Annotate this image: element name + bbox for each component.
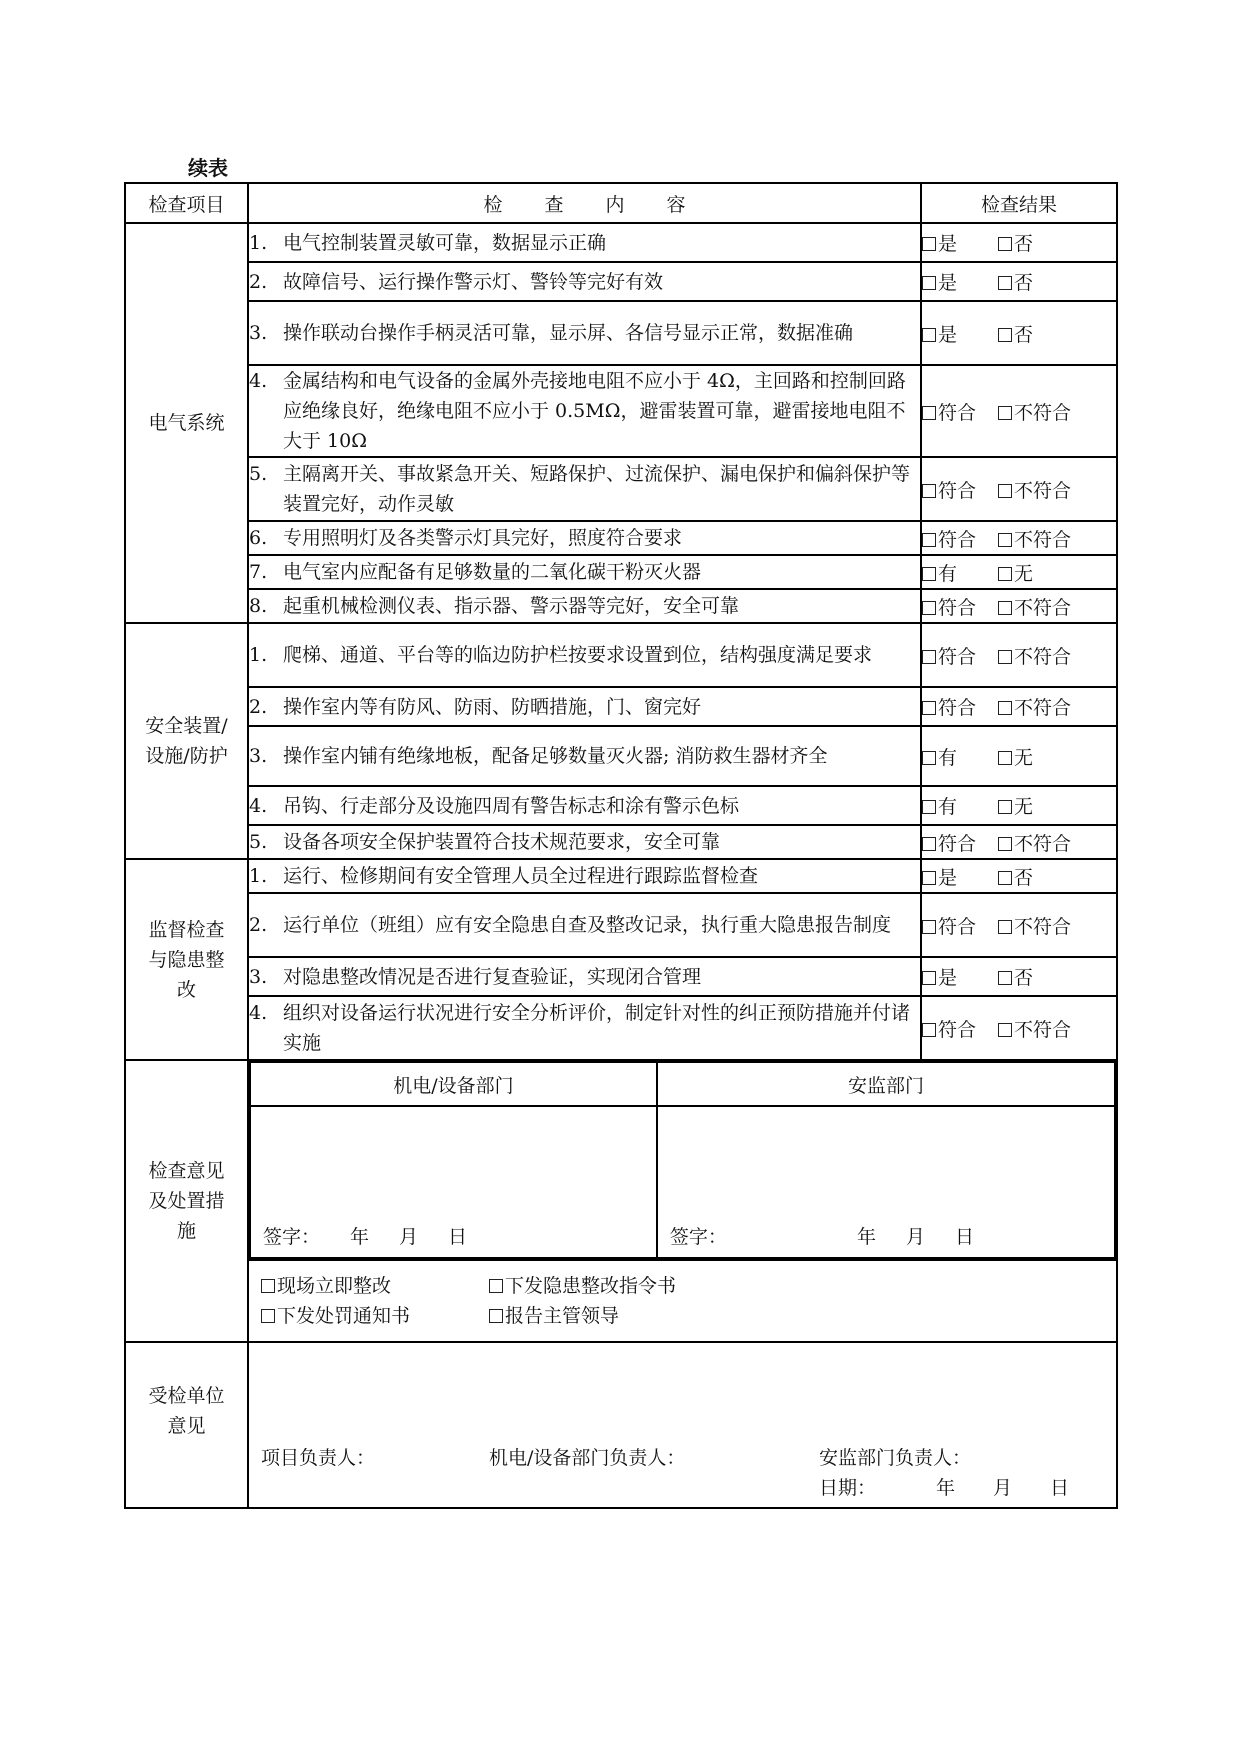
month-label: 月 — [993, 1477, 1013, 1499]
result-option: 不符合 — [1014, 479, 1072, 502]
action-label: 下发处罚通知书 — [277, 1305, 411, 1327]
result-option: 符合 — [938, 697, 977, 719]
item-row — [125, 786, 1117, 825]
item-number: 3. — [249, 322, 268, 344]
result-cell — [921, 262, 1117, 301]
day-label: 日 — [1050, 1477, 1070, 1499]
result-option: 不符合 — [1014, 528, 1072, 551]
checkbox[interactable] — [998, 650, 1012, 664]
result-option: 无 — [1014, 796, 1034, 818]
item-number: 1. — [249, 865, 268, 887]
result-option: 符合 — [938, 401, 977, 424]
result-option: 是 — [938, 272, 958, 294]
checkbox[interactable] — [998, 237, 1012, 251]
item-number: 3. — [249, 745, 268, 767]
result-cell — [921, 957, 1117, 996]
checkbox[interactable] — [922, 871, 936, 885]
item-number: 2. — [249, 270, 268, 293]
checkbox[interactable] — [998, 533, 1012, 547]
result-option: 不符合 — [1014, 401, 1072, 424]
item-text-cell — [248, 365, 921, 457]
result-option: 否 — [1014, 967, 1034, 989]
item-number: 4. — [249, 370, 268, 392]
result-option: 有 — [938, 796, 958, 818]
item-text-cell — [248, 786, 921, 825]
item-text-cell — [248, 859, 921, 893]
item-row — [125, 623, 1117, 687]
item-row — [125, 521, 1117, 555]
checkbox[interactable] — [998, 328, 1012, 342]
result-option: 不符合 — [1014, 697, 1072, 719]
item-text: 组织对设备运行状况进行安全分析评价，制定针对性的纠正预防措施并付诸实施 — [283, 1002, 911, 1054]
inspection-table — [124, 182, 1118, 1509]
document-title: 续表 — [188, 156, 228, 180]
item-number: 1. — [249, 231, 268, 254]
item-text: 起重机械检测仪表、指示器、警示器等完好，安全可靠 — [283, 595, 740, 617]
item-row — [125, 555, 1117, 589]
item-text-cell — [248, 457, 921, 521]
result-option: 是 — [938, 866, 958, 889]
item-row — [125, 957, 1117, 996]
checkbox[interactable] — [261, 1309, 275, 1323]
result-option: 符合 — [938, 645, 977, 668]
checkbox[interactable] — [922, 484, 936, 498]
checkbox[interactable] — [998, 701, 1012, 715]
item-row — [125, 893, 1117, 957]
item-text: 吊钩、行走部分及设施四周有警告标志和涂有警示色标 — [283, 794, 740, 817]
result-option: 否 — [1014, 233, 1034, 255]
item-text: 设备各项安全保护装置符合技术规范要求，安全可靠 — [283, 831, 721, 853]
item-text-cell — [248, 687, 921, 726]
category-label: 电气系统 — [125, 223, 248, 623]
item-text: 运行单位（班组）应有安全隐患自查及整改记录，执行重大隐患报告制度 — [283, 914, 892, 936]
item-number: 5. — [249, 831, 268, 853]
item-row — [125, 365, 1117, 457]
item-text: 主隔离开关、事故紧急开关、短路保护、过流保护、漏电保护和偏斜保护等装置完好，动作灵敏 — [283, 463, 911, 515]
action-label: 报告主管领导 — [505, 1305, 620, 1327]
result-cell — [921, 457, 1117, 521]
result-cell — [921, 623, 1117, 687]
item-row — [125, 457, 1117, 521]
checkbox[interactable] — [922, 971, 936, 985]
item-text: 操作室内等有防风、防雨、防晒措施，门、窗完好 — [283, 695, 702, 718]
item-number: 4. — [249, 794, 268, 817]
item-text: 对隐患整改情况是否进行复查验证，实现闭合管理 — [283, 965, 702, 988]
opinion-depts — [248, 1060, 1117, 1260]
item-number: 5. — [249, 463, 268, 485]
item-row — [125, 825, 1117, 859]
checkbox[interactable] — [922, 701, 936, 715]
equipment-lead-label: 机电/设备部门负责人： — [489, 1447, 686, 1469]
item-text-cell — [248, 521, 921, 555]
item-row — [125, 687, 1117, 726]
result-option: 不符合 — [1014, 596, 1072, 619]
item-row — [125, 262, 1117, 301]
item-number: 1. — [249, 644, 268, 666]
item-text-cell — [248, 223, 921, 262]
checkbox[interactable] — [922, 837, 936, 851]
day-label: 日 — [954, 1226, 974, 1248]
result-option: 符合 — [938, 596, 977, 619]
item-text-cell — [248, 301, 921, 365]
item-text-cell — [248, 957, 921, 996]
unit-row — [125, 1342, 1117, 1508]
item-text-cell — [248, 262, 921, 301]
result-option: 是 — [938, 967, 958, 989]
item-text: 金属结构和电气设备的金属外壳接地电阻不应小于 4Ω，主回路和控制回路应绝缘良好，绝缘电阻不应小于 0.5MΩ，避雷装置可靠，避雷接地电阻不大于 10Ω — [283, 370, 906, 452]
item-text-cell — [248, 555, 921, 589]
checkbox[interactable] — [261, 1279, 275, 1293]
item-text-cell — [248, 893, 921, 957]
result-cell — [921, 555, 1117, 589]
result-cell — [921, 223, 1117, 262]
result-option: 否 — [1014, 866, 1034, 889]
date-label: 日期： — [819, 1477, 877, 1499]
header-content: 检查内容 — [248, 183, 921, 223]
result-option: 不符合 — [1014, 915, 1072, 938]
item-text-cell — [248, 623, 921, 687]
item-text-cell — [248, 825, 921, 859]
dept-equipment: 机电/设备部门 — [250, 1062, 657, 1106]
item-row — [125, 589, 1117, 623]
result-option: 符合 — [938, 479, 977, 502]
result-cell — [921, 589, 1117, 623]
checkbox[interactable] — [998, 1023, 1012, 1037]
safety-lead-label: 安监部门负责人： — [819, 1447, 972, 1469]
item-row — [125, 301, 1117, 365]
result-option: 符合 — [938, 1018, 977, 1041]
checkbox[interactable] — [922, 533, 936, 547]
item-row — [125, 726, 1117, 786]
action-label: 现场立即整改 — [277, 1275, 392, 1297]
checkbox[interactable] — [998, 837, 1012, 851]
unit-label: 受检单位 意见 — [125, 1342, 248, 1508]
result-cell — [921, 996, 1117, 1060]
result-option: 否 — [1014, 323, 1034, 346]
year-label: 年 — [856, 1226, 876, 1248]
checkbox[interactable] — [922, 406, 936, 420]
result-option: 符合 — [938, 915, 977, 938]
checkbox[interactable] — [922, 920, 936, 934]
checkbox[interactable] — [922, 567, 936, 581]
year-label: 年 — [350, 1226, 370, 1248]
item-text: 故障信号、运行操作警示灯、警铃等完好有效 — [283, 270, 664, 293]
item-number: 7. — [249, 561, 268, 583]
month-label: 月 — [399, 1226, 419, 1248]
item-text-cell — [248, 589, 921, 623]
item-number: 8. — [249, 595, 268, 617]
checkbox[interactable] — [922, 328, 936, 342]
checkbox[interactable] — [998, 484, 1012, 498]
dept-safety-sign — [657, 1106, 1115, 1258]
opinion-row — [125, 1060, 1117, 1260]
item-text: 专用照明灯及各类警示灯具完好，照度符合要求 — [283, 527, 683, 549]
item-number: 6. — [249, 527, 268, 549]
item-number: 2. — [249, 695, 268, 718]
checkbox[interactable] — [489, 1279, 503, 1293]
month-label: 月 — [905, 1226, 925, 1248]
item-number: 4. — [249, 1002, 268, 1024]
result-option: 是 — [938, 233, 958, 255]
result-option: 有 — [938, 562, 958, 585]
checkbox[interactable] — [998, 406, 1012, 420]
action-label: 下发隐患整改指令书 — [505, 1275, 677, 1297]
header-item: 检查项目 — [125, 183, 248, 223]
checkbox[interactable] — [922, 751, 936, 765]
sign-label: 签字： — [669, 1226, 727, 1248]
action-options — [248, 1260, 1117, 1342]
item-row — [125, 996, 1117, 1060]
checkbox[interactable] — [489, 1309, 503, 1323]
checkbox[interactable] — [998, 971, 1012, 985]
sign-label: 签字： — [263, 1226, 321, 1248]
result-option: 不符合 — [1014, 832, 1072, 855]
unit-signatures — [248, 1342, 1117, 1508]
result-cell — [921, 521, 1117, 555]
result-option: 是 — [938, 323, 958, 346]
checkbox[interactable] — [998, 276, 1012, 290]
result-cell — [921, 825, 1117, 859]
checkbox[interactable] — [998, 751, 1012, 765]
checkbox[interactable] — [998, 601, 1012, 615]
item-text: 电气控制装置灵敏可靠，数据显示正确 — [283, 231, 607, 254]
header-row — [125, 183, 1117, 223]
item-text-cell — [248, 996, 921, 1060]
item-text-cell — [248, 726, 921, 786]
project-lead-label: 项目负责人： — [261, 1447, 376, 1469]
checkbox[interactable] — [922, 800, 936, 814]
item-text: 操作室内铺有绝缘地板，配备足够数量灭火器; 消防救生器材齐全 — [283, 745, 828, 767]
dept-equipment-sign — [250, 1106, 657, 1258]
dept-safety: 安监部门 — [657, 1062, 1115, 1106]
result-cell — [921, 365, 1117, 457]
checkbox[interactable] — [922, 1023, 936, 1037]
item-text: 操作联动台操作手柄灵活可靠，显示屏、各信号显示正常，数据准确 — [283, 322, 854, 344]
item-number: 2. — [249, 914, 268, 936]
result-option: 符合 — [938, 832, 977, 855]
result-cell — [921, 687, 1117, 726]
result-cell — [921, 859, 1117, 893]
checkbox[interactable] — [998, 567, 1012, 581]
day-label: 日 — [448, 1226, 468, 1248]
item-row — [125, 223, 1117, 262]
category-label: 安全装置/ 设施/防护 — [125, 623, 248, 859]
item-number: 3. — [249, 965, 268, 988]
checkbox[interactable] — [922, 650, 936, 664]
checkbox[interactable] — [922, 237, 936, 251]
result-cell — [921, 893, 1117, 957]
result-option: 无 — [1014, 562, 1034, 585]
category-label: 监督检查 与隐患整 改 — [125, 859, 248, 1060]
result-option: 不符合 — [1014, 1018, 1072, 1041]
result-cell — [921, 786, 1117, 825]
opinion-label: 检查意见 及处置措 施 — [125, 1060, 248, 1342]
actions-row — [125, 1260, 1117, 1342]
checkbox[interactable] — [998, 920, 1012, 934]
item-row — [125, 859, 1117, 893]
result-cell — [921, 301, 1117, 365]
checkbox[interactable] — [998, 800, 1012, 814]
item-text: 运行、检修期间有安全管理人员全过程进行跟踪监督检查 — [283, 865, 759, 887]
result-option: 无 — [1014, 746, 1034, 769]
year-label: 年 — [936, 1477, 956, 1499]
result-option: 不符合 — [1014, 645, 1072, 668]
checkbox[interactable] — [922, 601, 936, 615]
item-text: 电气室内应配备有足够数量的二氧化碳干粉灭火器 — [283, 561, 702, 583]
item-text: 爬梯、通道、平台等的临边防护栏按要求设置到位，结构强度满足要求 — [283, 644, 873, 666]
header-result: 检查结果 — [921, 183, 1117, 223]
checkbox[interactable] — [922, 276, 936, 290]
result-option: 符合 — [938, 528, 977, 551]
checkbox[interactable] — [998, 871, 1012, 885]
result-option: 否 — [1014, 272, 1034, 294]
result-option: 有 — [938, 746, 958, 769]
result-cell — [921, 726, 1117, 786]
